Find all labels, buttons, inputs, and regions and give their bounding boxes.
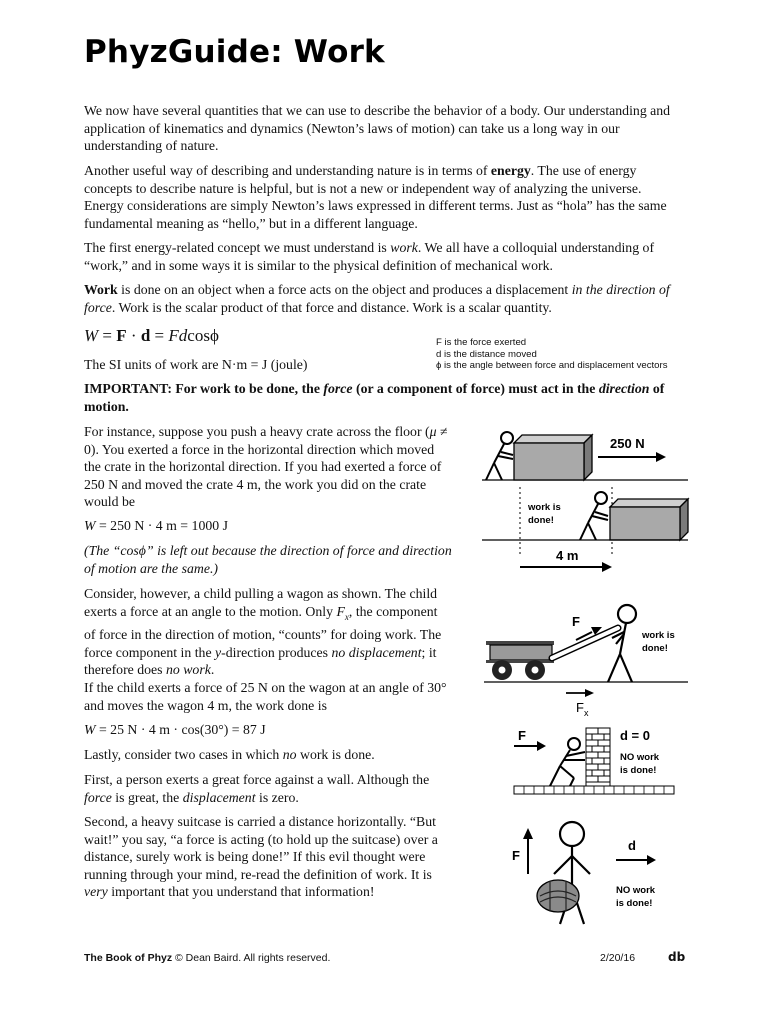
child-paragraph: If the child exerts a force of 25 N on the wagon at an angle of 30° and moves the wagon 4 m, the work done is: [84, 680, 447, 713]
wall-displacement-label: d = 0: [620, 728, 650, 743]
work-def-d: . Work is the scalar product of that force and distance. Work is a scalar quantity.: [111, 299, 552, 315]
work-intro-c: . We all have a colloquial understanding of “work,” and in some ways it is similar to the physical definition of mechanical work.: [84, 240, 655, 273]
suit-displacement-arrowhead: [647, 855, 656, 865]
work-definition-paragraph: [84, 281, 684, 316]
crate-icon: [610, 499, 688, 540]
wall-paragraph: [84, 771, 452, 806]
wall-force-label: F: [518, 728, 526, 743]
formula-fd: Fd: [168, 326, 188, 345]
work-def-c: in the direction of force: [84, 282, 670, 315]
first-a: First, a person exerts a great force against a wall. Although the: [84, 772, 430, 787]
brick-wall-icon: [586, 728, 610, 786]
crate-push-figure: [480, 425, 690, 490]
important-e: of motion.: [84, 381, 665, 414]
formula-f: F: [116, 326, 127, 345]
wagon-b: , the component of force in the direction of motion, “counts” for doing work. The force component in the: [84, 603, 442, 660]
formula-d: d: [140, 326, 151, 345]
work-intro-a: The first energy-related concept we must understand is: [84, 240, 391, 255]
suitcase-paragraph: [84, 813, 452, 901]
footer-credit: [84, 952, 330, 964]
important-a: IMPORTANT: For work to be done, the: [84, 381, 324, 396]
crate-b: ≠ 0). You exerted a force in the horizontal direction which moved the crate in the horizontal direction. If you had exerted a force of 250 N and moved the crate 4 m, the work you did on the crate would be: [84, 424, 448, 510]
stick-person-icon: [486, 432, 513, 480]
wagon-nodisp: no displacement: [331, 644, 422, 660]
footer-date: 2/20/16: [600, 952, 636, 964]
energy-term: energy: [490, 163, 531, 178]
first-c: is zero.: [255, 789, 299, 805]
formula-eq2: =: [150, 326, 169, 345]
fx-label: [576, 700, 589, 718]
lastly-no: no: [282, 747, 297, 762]
wagon-e: .: [210, 662, 215, 678]
db-logo-icon: db: [668, 950, 686, 964]
crate-a: For instance, suppose you push a heavy crate across the floor (: [84, 424, 430, 439]
legend-f: F is the force exerted: [436, 337, 527, 348]
important-direction: direction: [598, 381, 650, 396]
wagon-fx-x: x: [344, 611, 349, 622]
wall-figure: [480, 722, 690, 800]
work-done-label-a: work is: [642, 630, 675, 641]
crate-paragraph: [84, 423, 452, 511]
fx-arrowhead: [585, 689, 594, 697]
intro-paragraph: We now have several quantities that we can use to describe the behavior of a body. Our understanding and application of kinematics and dynamics (Newton’s laws of motion) can take us a long way in our understanding of nature.: [84, 103, 671, 154]
important-c: (or a component of force) must act in the: [352, 381, 599, 396]
wagon-nowork: no work: [165, 662, 211, 678]
second-a: Second, a heavy suitcase is carried a distance horizontally. “But wait!” you say, “a force is acting (to hold up the suitcase) over a distance, surely work is being done!” If this evil thought were running through your mind, re-read the definition of work. It is: [84, 814, 438, 882]
wagon-y: y: [215, 644, 222, 660]
wagon-d: ; it therefore does: [84, 644, 437, 678]
formula-cos: cosϕ: [187, 326, 219, 345]
work-intro-paragraph: [84, 239, 684, 274]
wagon-paragraph: [84, 585, 452, 679]
fx-label-f: F: [576, 700, 584, 715]
suit-force-label: F: [512, 848, 520, 863]
crate-eq-w: W: [84, 518, 96, 533]
wagon-c: -direction produces: [221, 644, 332, 660]
work-done-label-b: done!: [528, 515, 554, 526]
suit-displacement-label: d: [628, 838, 636, 853]
work-def-b: is done on an object when a force acts on the object and produces a displacement: [117, 282, 572, 297]
child-eq-w: W: [84, 722, 96, 737]
legend-phi: ϕ is the angle between force and displacement vectors: [436, 360, 668, 372]
distance-label: 4 m: [556, 548, 579, 563]
crate-mu: μ: [429, 424, 437, 439]
first-disp: displacement: [182, 789, 256, 805]
si-units: The SI units of work are N·m = J (joule): [84, 357, 308, 372]
crate-force-label: 250 N: [610, 436, 645, 451]
formula-eq1: =: [98, 326, 117, 345]
second-very: very: [84, 884, 108, 900]
footer-book-title: The Book of Phyz: [84, 952, 173, 964]
wagon-fx-f: F: [336, 603, 345, 619]
important-note: [84, 380, 684, 415]
child-eq: = 25 N · 4 m · cos(30°) = 87 J: [95, 722, 266, 737]
crate-equation: [84, 517, 452, 535]
suit-force-arrowhead: [523, 828, 533, 839]
first-force: force: [84, 789, 112, 805]
first-b: is great, the: [111, 789, 183, 805]
crate-icon: [514, 435, 592, 480]
nowork-label-b: is done!: [620, 765, 657, 776]
work-bold: Work: [84, 282, 118, 297]
suitcase-icon: [537, 880, 579, 912]
formula-dot: ·: [126, 326, 141, 345]
work-formula: [84, 326, 219, 346]
nowork-label-a: NO work: [620, 752, 660, 763]
legend-d: d is the distance moved: [436, 348, 537, 360]
wagon-figure: [480, 598, 690, 720]
important-force: force: [323, 381, 353, 396]
distance-arrowhead: [602, 562, 612, 572]
work-term: work: [390, 240, 418, 255]
formula-legend: [436, 337, 668, 372]
formula-w: W: [84, 326, 99, 345]
wagon-a: Consider, however, a child pulling a wagon as shown. The child exerts a force at an angle to the motion. Only: [84, 586, 438, 619]
stick-child-icon: [608, 605, 636, 682]
energy-text-c: . The use of energy concepts to describe nature is helpful, but is not a new or independent way of analyzing the universe. Energy considerations are simply Newton’s laws expressed in different terms. Just as “hola” has the same fundamental meaning as “hello,” but in a different language.: [84, 163, 667, 231]
force-arrowhead: [656, 452, 666, 462]
child-equation: [84, 721, 452, 739]
suitcase-figure: [480, 812, 690, 930]
lastly-a: Lastly, consider two cases in which: [84, 747, 283, 762]
second-b: important that you understand that information!: [107, 884, 375, 900]
stick-person-icon: [580, 492, 608, 540]
crate-moved-figure: [480, 485, 690, 575]
work-done-label-b: done!: [642, 643, 668, 654]
energy-text-a: Another useful way of describing and understanding nature is in terms of: [84, 163, 491, 178]
footer-copyright: © Dean Baird. All rights reserved.: [172, 952, 331, 964]
crate-note: (The “cosϕ” is left out because the direction of force and direction of motion are the same.): [84, 543, 452, 576]
lastly-paragraph: [84, 746, 452, 764]
nowork-label-a: NO work: [616, 885, 656, 896]
work-done-label-a: work is: [528, 502, 561, 513]
energy-paragraph: [84, 162, 684, 232]
wall-force-arrowhead: [537, 741, 546, 751]
nowork-label-b: is done!: [616, 898, 653, 909]
stick-person-icon: [550, 738, 585, 786]
crate-eq: = 250 N · 4 m = 1000 J: [95, 518, 228, 533]
wagon-icon: [486, 628, 618, 680]
fx-label-x: x: [583, 708, 589, 718]
wagon-force-label: F: [572, 614, 580, 629]
lastly-b: work is done.: [296, 747, 375, 762]
page-title: PhyzGuide: Work: [84, 34, 385, 70]
